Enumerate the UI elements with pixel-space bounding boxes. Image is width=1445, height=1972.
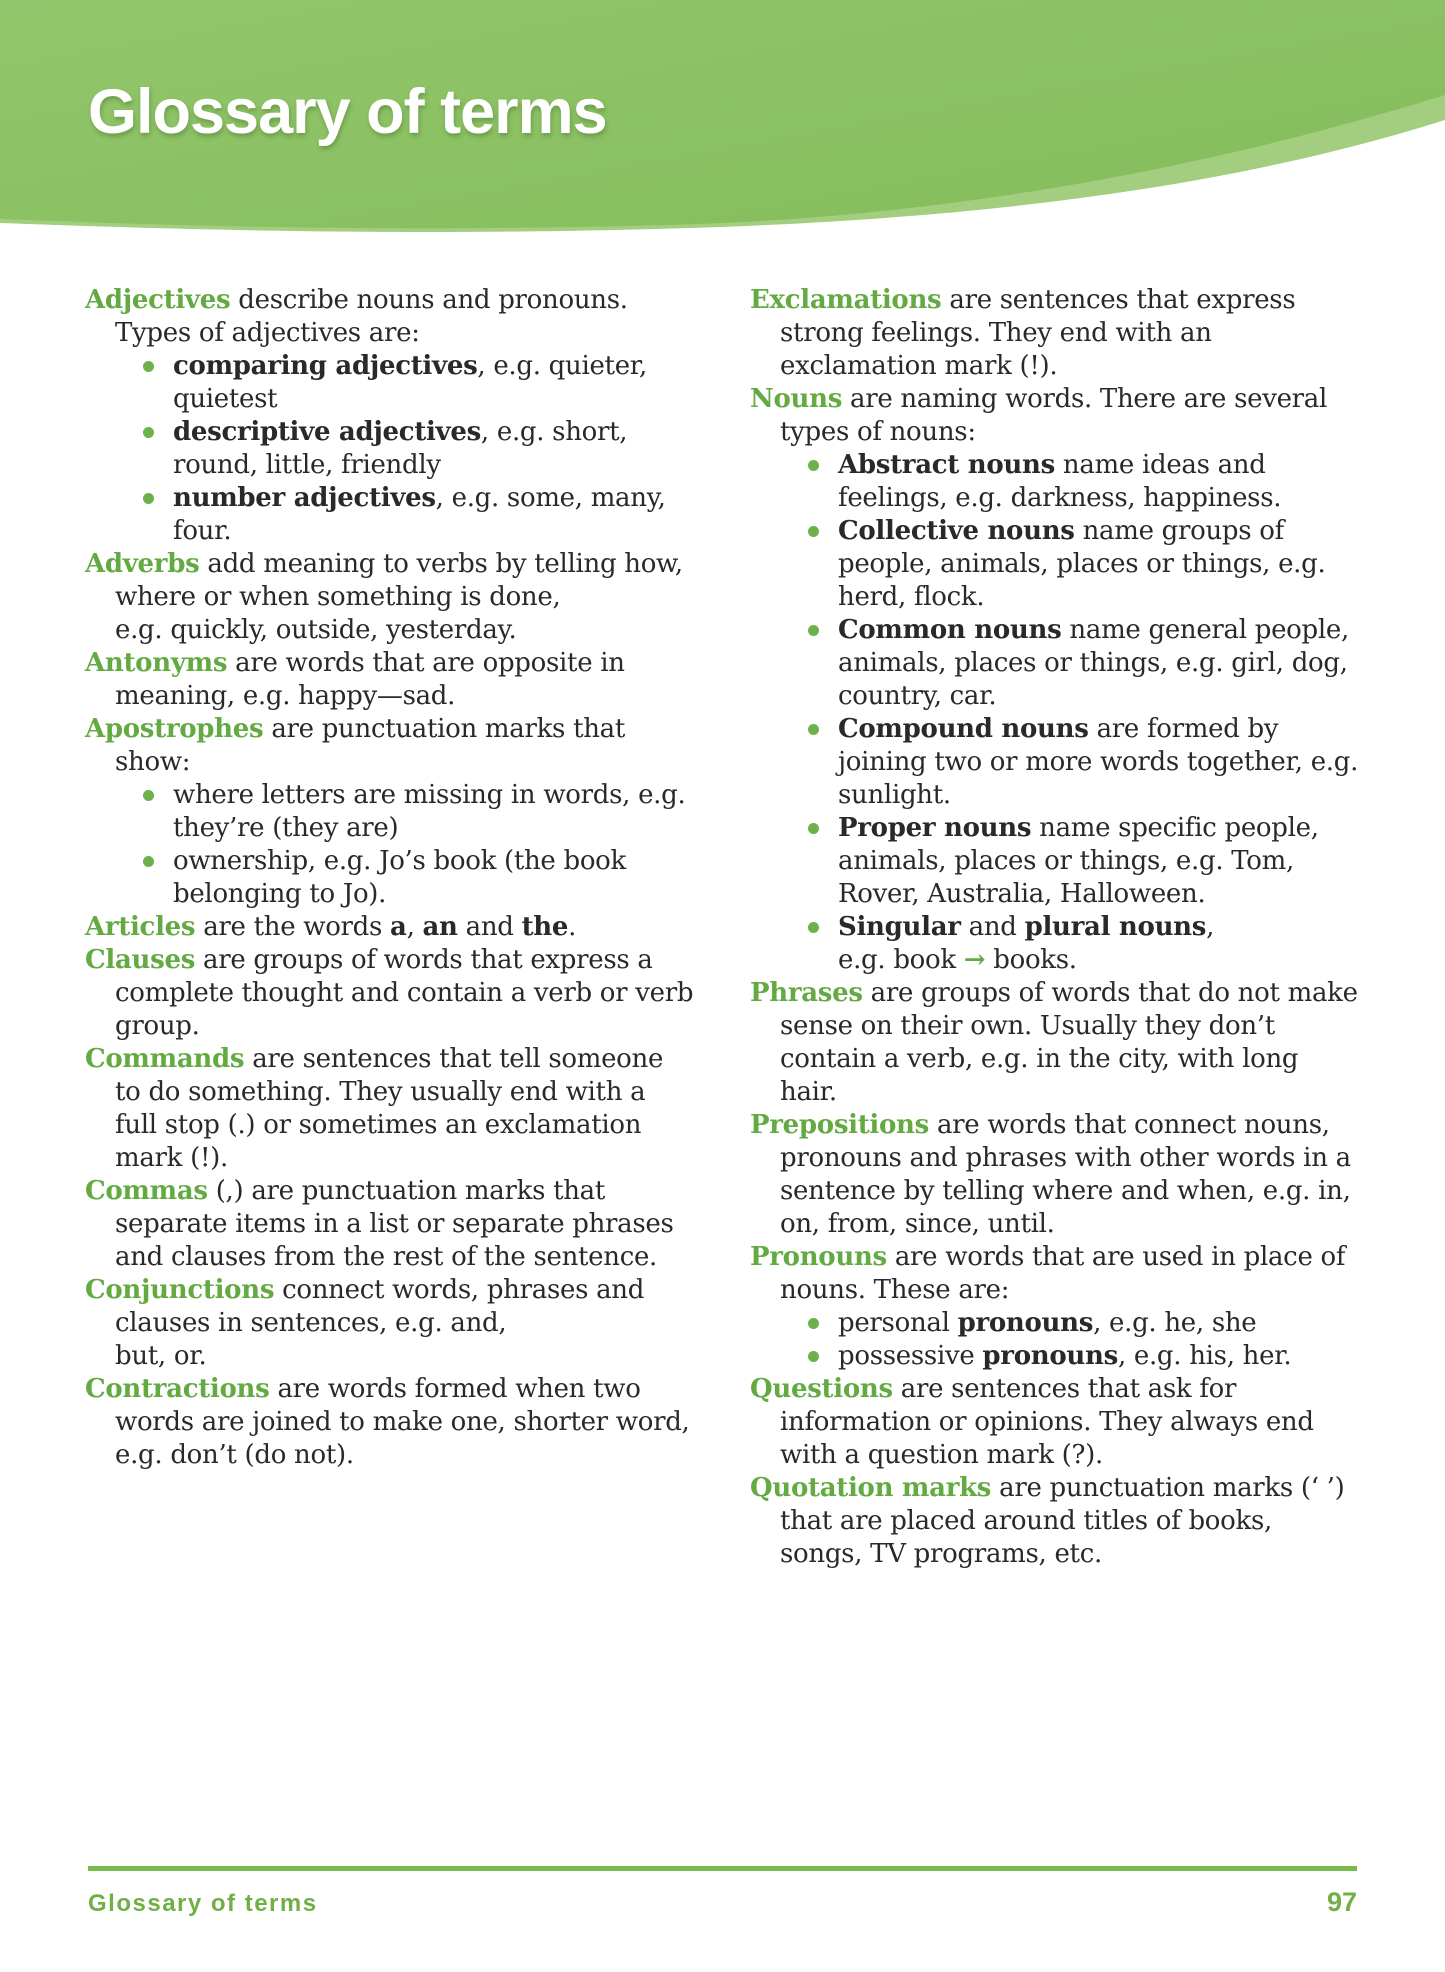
bullet-item [838, 911, 1360, 977]
glossary-term: Commas [85, 1176, 208, 1206]
text-run: , e.g. some, many, four. [173, 483, 666, 546]
entry-definition [85, 548, 695, 647]
text-run: are formed by joining two or more words together, e.g. sunlight. [838, 714, 1359, 810]
text-run: are words that connect nouns, pronouns and phrases with other words in a sentence by telling where and when, e.g. in, on, from, since, until. [780, 1110, 1351, 1239]
text-run: , e.g. his, her. [1117, 1341, 1292, 1371]
text-run: and [457, 912, 522, 942]
text-run: are the words [195, 912, 391, 942]
text-run: name specific people, animals, places or things, e.g. Tom, Rover, Australia, Halloween. [838, 813, 1319, 909]
text-run: and [960, 912, 1025, 942]
text-run: , e.g. quieter, quietest [173, 351, 648, 414]
entry-definition [85, 944, 695, 1043]
entry-definition [750, 977, 1360, 1109]
bullet-item [838, 449, 1360, 515]
entry-definition [85, 284, 695, 350]
text-run: (,) are punctuation marks that separate items in a list or separate phrases and clauses from the rest of the sentence. [115, 1176, 674, 1272]
glossary-entry [85, 1175, 695, 1274]
text-run: pronouns [982, 1341, 1118, 1371]
glossary-term: Antonyms [85, 648, 228, 678]
glossary-term: Adjectives [85, 285, 231, 315]
text-run: Abstract nouns [838, 450, 1055, 480]
header-banner [0, 0, 1445, 260]
glossary-term: Clauses [85, 945, 196, 975]
text-run: Compound nouns [838, 714, 1089, 744]
arrow-right-icon: → [963, 945, 986, 975]
glossary-columns [85, 284, 1360, 1571]
text-run: the [521, 912, 569, 942]
text-run: but, or. [115, 1341, 207, 1371]
glossary-term: Prepositions [750, 1110, 929, 1140]
text-run: are words that are opposite in meaning, e.g. happy—sad. [115, 648, 625, 711]
entry-bullet-list [750, 449, 1360, 977]
entry-definition [85, 1043, 695, 1175]
text-run: name ideas and feelings, e.g. darkness, happiness. [838, 450, 1282, 513]
text-run: ownership, e.g. Jo’s book (the book belonging to Jo). [173, 846, 626, 909]
entry-definition [85, 1175, 695, 1274]
entry-definition [85, 647, 695, 713]
glossary-entry [85, 911, 695, 944]
text-run: are words that are used in place of nouns. These are: [780, 1242, 1346, 1305]
glossary-column-left [85, 284, 695, 1472]
bullet-item [838, 812, 1360, 911]
text-run: plural nouns [1024, 912, 1207, 942]
text-run: Proper nouns [838, 813, 1032, 843]
text-run: , e.g. short, round, little, friendly [173, 417, 628, 480]
bullet-item [838, 1340, 1360, 1373]
text-run: describe nouns and pronouns. Types of adjectives are: [115, 285, 628, 348]
text-run: are groups of words that do not make sense on their own. Usually they don’t contain a verb, e.g. in the city, with long hair. [780, 978, 1358, 1107]
entry-definition [85, 1274, 695, 1373]
glossary-term: Apostrophes [85, 714, 264, 744]
entry-bullet-list [750, 1307, 1360, 1373]
bullet-item [838, 614, 1360, 713]
bullet-item [173, 482, 695, 548]
entry-definition [750, 284, 1360, 383]
text-run: number adjectives [173, 483, 436, 513]
text-run: add meaning to verbs by telling how, where or when something is done, [115, 549, 683, 612]
entry-bullet-list [85, 779, 695, 911]
glossary-entry [750, 1241, 1360, 1373]
glossary-term: Conjunctions [85, 1275, 275, 1305]
glossary-term: Commands [85, 1044, 245, 1074]
glossary-term: Questions [750, 1374, 893, 1404]
text-run: personal [838, 1308, 958, 1338]
bullet-item [173, 416, 695, 482]
entry-definition [85, 1373, 695, 1472]
bullet-item [838, 713, 1360, 812]
glossary-term: Articles [85, 912, 196, 942]
text-run: Singular [838, 912, 961, 942]
text-run: connect words, phrases and clauses in sentences, e.g. and, [115, 1275, 645, 1338]
glossary-term: Phrases [750, 978, 863, 1008]
bullet-item [173, 350, 695, 416]
entry-definition [750, 383, 1360, 449]
glossary-entry [750, 284, 1360, 383]
text-run: an [422, 912, 458, 942]
bullet-item [838, 515, 1360, 614]
glossary-entry [750, 1109, 1360, 1241]
entry-definition [750, 1472, 1360, 1571]
page-title: Glossary of terms [88, 77, 607, 147]
footer-page-number: 97 [1326, 1887, 1357, 1917]
glossary-entry [85, 1043, 695, 1175]
text-run: possessive [838, 1341, 983, 1371]
glossary-term: Pronouns [750, 1242, 887, 1272]
glossary-term: Nouns [750, 384, 843, 414]
entry-definition [750, 1373, 1360, 1472]
text-run: are punctuation marks that show: [115, 714, 626, 777]
page-footer [88, 1866, 1357, 1918]
text-run: Common nouns [838, 615, 1062, 645]
entry-bullet-list [85, 350, 695, 548]
text-run: are sentences that express strong feelings. They end with an exclamation mark (!). [780, 285, 1296, 381]
glossary-column-right [750, 284, 1360, 1571]
text-run: name general people, animals, places or things, e.g. girl, dog, country, car. [838, 615, 1349, 711]
text-run: , [406, 912, 423, 942]
text-run: , e.g. he, she [1093, 1308, 1257, 1338]
text-run: name groups of people, animals, places or things, e.g. herd, flock. [838, 516, 1326, 612]
bullet-item [838, 1307, 1360, 1340]
text-run: comparing adjectives [173, 351, 478, 381]
entry-definition [750, 1109, 1360, 1241]
text-run: pronouns [957, 1308, 1094, 1338]
footer-section-label: Glossary of terms [88, 1890, 318, 1917]
text-run: e.g. book [838, 945, 964, 975]
glossary-term: Contractions [85, 1374, 270, 1404]
glossary-entry [750, 977, 1360, 1109]
glossary-term: Exclamations [750, 285, 942, 315]
text-run: e.g. quickly, outside, yesterday. [115, 615, 517, 645]
glossary-entry [85, 944, 695, 1043]
glossary-entry [85, 647, 695, 713]
text-run: are naming words. There are several types of nouns: [780, 384, 1328, 447]
glossary-term: Quotation marks [750, 1473, 992, 1503]
text-run: are sentences that tell someone to do something. They usually end with a full stop (.) or sometimes an exclamation mark (!). [115, 1044, 664, 1173]
text-run: are punctuation marks (‘ ’) that are placed around titles of books, songs, TV programs, etc. [780, 1473, 1345, 1569]
glossary-entry [85, 1373, 695, 1472]
text-run: a [390, 912, 407, 942]
text-run: are words formed when two words are joined to make one, shorter word, e.g. don’t (do not). [115, 1374, 690, 1470]
entry-definition [750, 1241, 1360, 1307]
text-run: , [1206, 912, 1215, 942]
bullet-item [173, 845, 695, 911]
entry-definition [85, 911, 695, 944]
text-run: . [568, 912, 577, 942]
glossary-entry [750, 1373, 1360, 1472]
entry-definition [85, 713, 695, 779]
glossary-entry [85, 713, 695, 911]
glossary-entry [85, 548, 695, 647]
text-run: where letters are missing in words, e.g. they’re (they are) [173, 780, 686, 843]
text-run: are groups of words that express a complete thought and contain a verb or verb group. [115, 945, 694, 1041]
text-run: are sentences that ask for information or opinions. They always end with a question mark (?). [780, 1374, 1314, 1470]
glossary-entry [750, 1472, 1360, 1571]
glossary-term: Adverbs [85, 549, 200, 579]
glossary-entry [750, 383, 1360, 977]
glossary-entry [85, 284, 695, 548]
text-run: books. [985, 945, 1077, 975]
text-run: descriptive adjectives [173, 417, 481, 447]
bullet-item [173, 779, 695, 845]
text-run: Collective nouns [838, 516, 1075, 546]
glossary-entry [85, 1274, 695, 1373]
footer-rule [88, 1866, 1357, 1871]
